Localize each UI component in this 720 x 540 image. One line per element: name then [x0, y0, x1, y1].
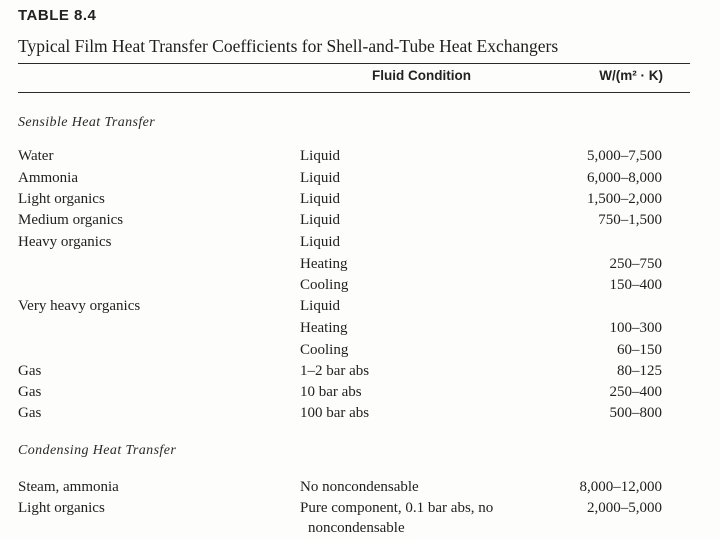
condition-cell: Liquid [300, 298, 340, 314]
fluid-cell: Gas [18, 363, 42, 379]
condition-cell: Cooling [300, 342, 349, 358]
fluid-cell: Light organics [18, 191, 105, 207]
table-row [0, 277, 720, 299]
coefficient-cell: 1,500–2,000 [587, 191, 662, 207]
table-row [0, 342, 720, 364]
condition-cell: Heating [300, 320, 348, 336]
table-row [0, 500, 720, 540]
condition-cell: No noncondensable [300, 479, 419, 495]
condition-cell: Liquid [300, 148, 340, 164]
condition-cell: Liquid [300, 191, 340, 207]
condition-cell-continuation: noncondensable [308, 520, 405, 536]
header-rule [18, 92, 690, 93]
table-row [0, 148, 720, 170]
condition-cell: 1–2 bar abs [300, 363, 370, 379]
column-header-unit: W/(m² · K) [599, 68, 663, 83]
fluid-cell: Heavy organics [18, 234, 112, 250]
fluid-cell: Water [18, 148, 54, 164]
coefficient-cell: 750–1,500 [598, 212, 662, 228]
coefficient-cell: 5,000–7,500 [587, 148, 662, 164]
section-heading-condensing: Condensing Heat Transfer [18, 443, 177, 458]
coefficient-cell: 6,000–8,000 [587, 170, 662, 186]
coefficient-cell: 2,000–5,000 [587, 500, 662, 516]
coefficient-cell: 250–400 [609, 384, 662, 400]
condition-cell: Pure component, 0.1 bar abs, no [300, 500, 494, 516]
table-row [0, 191, 720, 213]
coefficient-cell: 80–125 [617, 363, 662, 379]
table-row [0, 298, 720, 320]
section-heading-sensible: Sensible Heat Transfer [18, 115, 156, 130]
condition-cell: 10 bar abs [300, 384, 362, 400]
coefficient-cell: 8,000–12,000 [579, 479, 662, 495]
table-row [0, 363, 720, 385]
fluid-cell: Gas [18, 384, 42, 400]
condition-cell: Liquid [300, 170, 340, 186]
table-row [0, 320, 720, 342]
condition-cell: Liquid [300, 234, 340, 250]
coefficient-cell: 150–400 [609, 277, 662, 293]
fluid-cell: Ammonia [18, 170, 78, 186]
table-row [0, 256, 720, 278]
fluid-cell: Light organics [18, 500, 105, 516]
table-row [0, 384, 720, 406]
condition-cell: 100 bar abs [300, 405, 370, 421]
coefficient-cell: 60–150 [617, 342, 662, 358]
table-caption: Typical Film Heat Transfer Coefficients for Shell-and-Tube Heat Exchangers [18, 36, 559, 56]
table-row [0, 234, 720, 256]
table-row [0, 479, 720, 501]
top-rule [18, 63, 690, 64]
coefficient-cell: 500–800 [609, 405, 662, 421]
condition-cell: Heating [300, 256, 348, 272]
fluid-cell: Steam, ammonia [18, 479, 119, 495]
table-number: TABLE 8.4 [18, 7, 97, 24]
table-row [0, 212, 720, 234]
coefficient-cell: 250–750 [609, 256, 662, 272]
table-row [0, 405, 720, 427]
fluid-cell: Gas [18, 405, 42, 421]
table-row [0, 170, 720, 192]
condition-cell: Liquid [300, 212, 340, 228]
fluid-cell: Very heavy organics [18, 298, 141, 314]
condition-cell: Cooling [300, 277, 349, 293]
fluid-cell: Medium organics [18, 212, 124, 228]
coefficient-cell: 100–300 [609, 320, 662, 336]
column-header-condition: Fluid Condition [372, 68, 471, 83]
